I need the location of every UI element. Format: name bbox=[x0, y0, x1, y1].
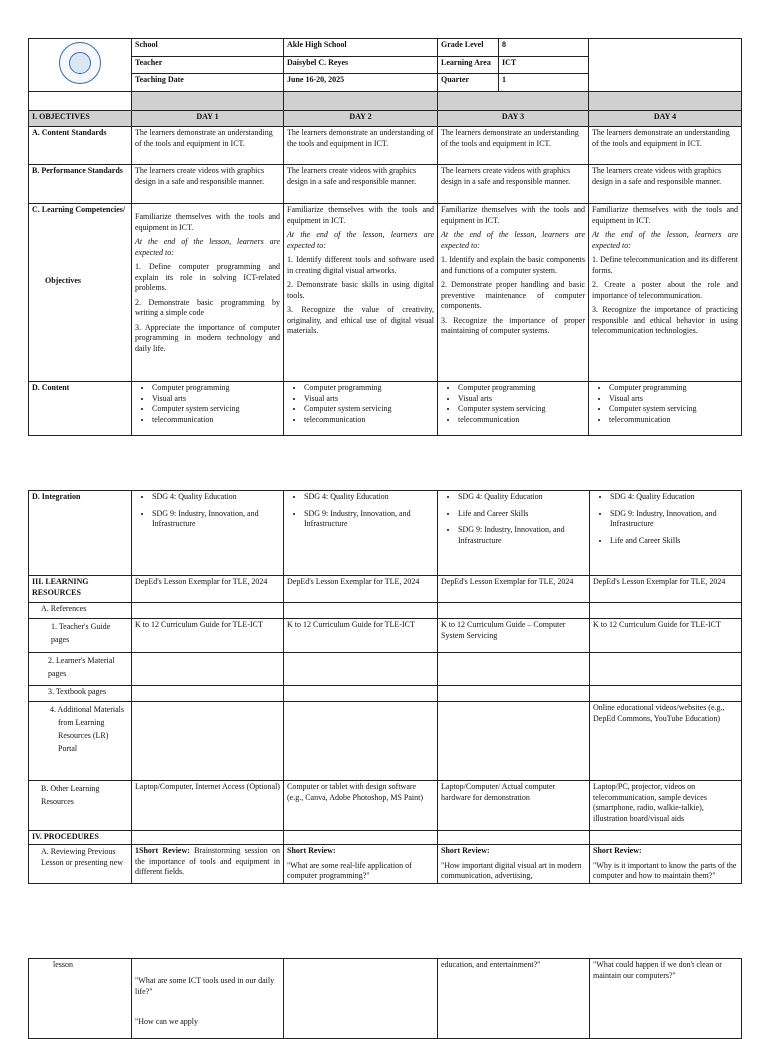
textbook-label: 3. Textbook pages bbox=[29, 686, 132, 702]
content-item: • telecommunication bbox=[609, 415, 738, 426]
lesson-plan-table-part-1 bbox=[28, 38, 742, 436]
review-day-2 bbox=[284, 845, 438, 884]
competencies-intro: Familiarize themselves with the tools and equipment in ICT. bbox=[592, 205, 738, 225]
grade-label: Grade Level bbox=[438, 39, 499, 57]
content-item: • Visual arts bbox=[152, 394, 280, 405]
content-day-2 bbox=[284, 382, 438, 436]
short-review-heading: Short Review: bbox=[287, 846, 336, 855]
review-day-3-continued: education, and entertainment?" bbox=[438, 959, 590, 1039]
review-day-1 bbox=[132, 845, 284, 884]
review-day-1-text: Brainstorming session on the importance of tools and equipment in different fields. bbox=[135, 846, 280, 876]
date-value: June 16-20, 2025 bbox=[284, 74, 438, 92]
review-day-4-continued: "What could happen if we don't clean or maintain our computers?" bbox=[590, 959, 742, 1039]
review-day-1-question: "What are some ICT tools used in our daily life?" bbox=[135, 976, 275, 996]
short-review-heading: Short Review: bbox=[441, 846, 490, 855]
area-value: ICT bbox=[499, 57, 589, 74]
lr-portal-label: from Learning Resources (LR) Portal bbox=[58, 718, 109, 753]
integration-day-1 bbox=[132, 491, 284, 576]
content-day-1 bbox=[132, 382, 284, 436]
competencies-lead: At the end of the lesson, learners are expected to: bbox=[441, 230, 585, 250]
teacher-guide-day-4: K to 12 Curriculum Guide for TLE-ICT bbox=[590, 619, 742, 653]
short-review-heading: 1Short Review: bbox=[135, 846, 190, 855]
content-item: • Computer programming bbox=[458, 383, 585, 394]
spacer-cell bbox=[29, 92, 132, 111]
competencies-intro: Familiarize themselves with the tools and equipment in ICT. bbox=[135, 212, 280, 232]
competencies-day-1 bbox=[132, 204, 284, 382]
quarter-label: Quarter bbox=[438, 74, 499, 92]
objective-item: 1. Identify different tools and software used in creating digital visual artworks. bbox=[287, 255, 434, 275]
teacher-label: Teacher bbox=[132, 57, 284, 74]
performance-standards-label: B. Performance Standards bbox=[29, 165, 132, 204]
objective-item: 1. Define telecommunication and its different forms. bbox=[592, 255, 738, 275]
school-value: Akle High School bbox=[284, 39, 438, 57]
review-day-3-question: "How important digital visual art in modern communication, advertising, bbox=[441, 860, 582, 880]
review-day-1-question-2: "How can we apply bbox=[135, 1017, 199, 1026]
deped-seal-cell bbox=[29, 39, 132, 92]
integration-item: • SDG 4: Quality Education bbox=[152, 492, 280, 503]
competencies-intro: Familiarize themselves with the tools and equipment in ICT. bbox=[287, 205, 434, 225]
competencies-lead: At the end of the lesson, learners are expected to: bbox=[287, 230, 434, 250]
integration-label: D. Integration bbox=[29, 491, 132, 576]
review-day-4 bbox=[590, 845, 742, 884]
additional-materials-label: 4. Additional Materials bbox=[50, 705, 124, 714]
performance-standards-day-4: The learners create videos with graphics design in a safe and responsible manner. bbox=[589, 165, 742, 204]
day-3-header: DAY 3 bbox=[438, 111, 589, 127]
grade-value: 8 bbox=[499, 39, 589, 57]
procedures-label: IV. PROCEDURES bbox=[29, 831, 132, 845]
exemplar-day-2: DepEd's Lesson Exemplar for TLE, 2024 bbox=[284, 576, 438, 603]
objective-item: 2. Demonstrate basic skills in using digital tools. bbox=[287, 280, 434, 300]
integration-day-4 bbox=[590, 491, 742, 576]
content-item: • telecommunication bbox=[152, 415, 280, 426]
content-standards-label: A. Content Standards bbox=[29, 127, 132, 165]
content-item: • telecommunication bbox=[458, 415, 585, 426]
content-standards-day-3: The learners demonstrate an understanding of the tools and equipment in ICT. bbox=[438, 127, 589, 165]
content-standards-day-1: The learners demonstrate an understanding of the tools and equipment in ICT. bbox=[132, 127, 284, 165]
objective-item: 3. Recognize the importance of proper maintaining of computer systems. bbox=[441, 315, 585, 335]
competencies-lead: At the end of the lesson, learners are expected to: bbox=[592, 230, 738, 250]
area-label: Learning Area bbox=[438, 57, 499, 74]
content-item: • Computer programming bbox=[152, 383, 280, 394]
integration-item: • SDG 4: Quality Education bbox=[458, 492, 586, 503]
teacher-guide-day-1: K to 12 Curriculum Guide for TLE-ICT bbox=[132, 619, 284, 653]
other-resources-day-1: Laptop/Computer, Internet Access (Optional) bbox=[132, 781, 284, 831]
content-item: • Visual arts bbox=[304, 394, 434, 405]
content-standards-day-4: The learners demonstrate an understanding of the tools and equipment in ICT. bbox=[589, 127, 742, 165]
competencies-day-3 bbox=[438, 204, 589, 382]
objective-item: 3. Appreciate the importance of computer programming in modern technology and daily life. bbox=[135, 322, 280, 353]
content-day-3 bbox=[438, 382, 589, 436]
content-item: • telecommunication bbox=[304, 415, 434, 426]
objectives-sub-label: Objectives bbox=[45, 275, 81, 285]
objectives-heading: I. OBJECTIVES bbox=[29, 111, 132, 127]
teacher-guide-day-2: K to 12 Curriculum Guide for TLE-ICT bbox=[284, 619, 438, 653]
objective-item: 1. Identify and explain the basic components and functions of a computer system. bbox=[441, 255, 585, 275]
content-item: • Computer system servicing bbox=[458, 404, 585, 415]
day-4-header: DAY 4 bbox=[589, 111, 742, 127]
exemplar-day-1: DepEd's Lesson Exemplar for TLE, 2024 bbox=[132, 576, 284, 603]
content-item: • Computer system servicing bbox=[609, 404, 738, 415]
exemplar-day-3: DepEd's Lesson Exemplar for TLE, 2024 bbox=[438, 576, 590, 603]
content-item: • Computer system servicing bbox=[304, 404, 434, 415]
teacher-guide-label: 1. Teacher's Guide pages bbox=[29, 619, 132, 653]
review-day-3 bbox=[438, 845, 590, 884]
learner-material-label: 2. Learner's Material pages bbox=[29, 653, 132, 686]
objective-item: 2. Demonstrate basic programming by writing a simple code bbox=[135, 297, 280, 317]
competencies-day-2 bbox=[284, 204, 438, 382]
other-resources-label: B. Other Learning Resources bbox=[29, 781, 132, 831]
exemplar-day-4: DepEd's Lesson Exemplar for TLE, 2024 bbox=[590, 576, 742, 603]
objective-item: 2. Create a poster about the role and importance of telecommunication. bbox=[592, 280, 738, 300]
other-resources-day-4: Laptop/PC, projector, videos on telecommunication, sample devices (smartphone, radio, walkie-talkie), illustration board/visual aids bbox=[590, 781, 742, 831]
integration-item: • SDG 9: Industry, Innovation, and Infrastructure bbox=[304, 509, 434, 530]
competencies-intro: Familiarize themselves with the tools and equipment in ICT. bbox=[441, 205, 585, 225]
competencies-label-cell bbox=[29, 204, 132, 382]
integration-item: • SDG 9: Industry, Innovation, and Infrastructure bbox=[458, 525, 586, 546]
header-blank-cell bbox=[589, 39, 742, 92]
objective-item: 1. Define computer programming and explain its role in solving ICT-related problems. bbox=[135, 262, 280, 292]
integration-item: • Life and Career Skills bbox=[610, 536, 738, 547]
deped-seal-icon bbox=[59, 42, 101, 84]
performance-standards-day-3: The learners create videos with graphics design in a safe and responsible manner. bbox=[438, 165, 589, 204]
review-label-continued: lesson bbox=[29, 959, 132, 1039]
integration-item: • SDG 9: Industry, Innovation, and Infrastructure bbox=[610, 509, 738, 530]
day-1-header: DAY 1 bbox=[132, 111, 284, 127]
additional-materials-cell bbox=[29, 702, 132, 781]
content-label: D. Content bbox=[29, 382, 132, 436]
competencies-label: C. Learning Competencies/ bbox=[32, 205, 126, 214]
objective-item: 3. Recognize the value of creativity, originality, and ethical use of digital visual materials. bbox=[287, 305, 434, 335]
teacher-value: Daisybel C. Reyes bbox=[284, 57, 438, 74]
content-item: • Visual arts bbox=[458, 394, 585, 405]
content-item: • Visual arts bbox=[609, 394, 738, 405]
lesson-plan-table-part-2 bbox=[28, 490, 742, 884]
content-day-4 bbox=[589, 382, 742, 436]
content-item: • Computer programming bbox=[609, 383, 738, 394]
other-resources-day-3: Laptop/Computer/ Actual computer hardware for demonstration bbox=[438, 781, 590, 831]
learning-resources-label: III. LEARNING RESOURCES bbox=[29, 576, 132, 603]
references-label: A. References bbox=[29, 603, 132, 619]
short-review-heading: Short Review: bbox=[593, 846, 642, 855]
integration-item: • SDG 4: Quality Education bbox=[304, 492, 434, 503]
content-standards-day-2: The learners demonstrate an understanding of the tools and equipment in ICT. bbox=[284, 127, 438, 165]
objective-item: 3. Recognize the importance of practicing responsible and ethical behavior in using telecommunication technologies. bbox=[592, 305, 738, 335]
quarter-value: 1 bbox=[499, 74, 589, 92]
content-item: • Computer system servicing bbox=[152, 404, 280, 415]
review-day-2-question: "What are some real-life application of computer programming?" bbox=[287, 860, 412, 880]
lesson-plan-table-part-3 bbox=[28, 958, 742, 1039]
date-label: Teaching Date bbox=[132, 74, 284, 92]
performance-standards-day-1: The learners create videos with graphics design in a safe and responsible manner. bbox=[132, 165, 284, 204]
integration-day-2 bbox=[284, 491, 438, 576]
school-label: School bbox=[132, 39, 284, 57]
day-2-header: DAY 2 bbox=[284, 111, 438, 127]
performance-standards-day-2: The learners create videos with graphics design in a safe and responsible manner. bbox=[284, 165, 438, 204]
competencies-day-4 bbox=[589, 204, 742, 382]
teacher-guide-day-3: K to 12 Curriculum Guide – Computer System Servicing bbox=[438, 619, 590, 653]
objective-item: 2. Demonstrate proper handling and basic preventive maintenance of computer components. bbox=[441, 280, 585, 310]
integration-item: • SDG 4: Quality Education bbox=[610, 492, 738, 503]
other-resources-day-2: Computer or tablet with design software (e.g., Canva, Adobe Photoshop, MS Paint) bbox=[284, 781, 438, 831]
integration-day-3 bbox=[438, 491, 590, 576]
content-item: • Computer programming bbox=[304, 383, 434, 394]
additional-materials-day-4: Online educational videos/websites (e.g., DepEd Commons, YouTube Education) bbox=[590, 702, 742, 781]
competencies-lead: At the end of the lesson, learners are expected to: bbox=[135, 237, 280, 257]
integration-item: • Life and Career Skills bbox=[458, 509, 586, 520]
review-day-4-question: "Why is it important to know the parts of the computer and how to maintain them?" bbox=[593, 860, 737, 880]
review-label: A. Reviewing Previous Lesson or presenting new bbox=[29, 845, 132, 884]
review-day-1-continued bbox=[132, 959, 284, 1039]
integration-item: • SDG 9: Industry, Innovation, and Infrastructure bbox=[152, 509, 280, 530]
